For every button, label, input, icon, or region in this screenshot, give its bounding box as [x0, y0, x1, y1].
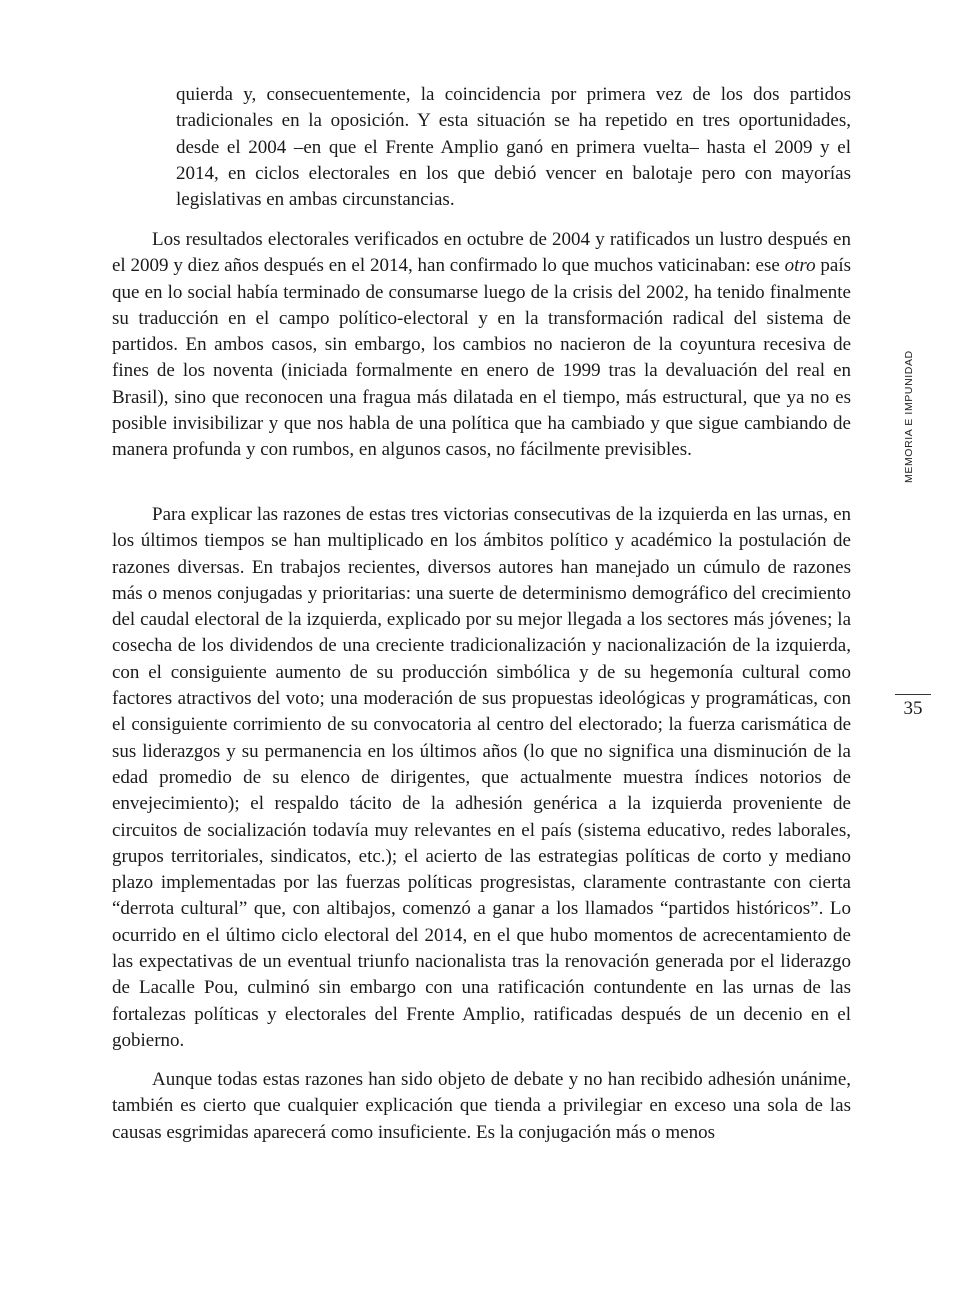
paragraph-1-text-start: Los resultados electorales verificados en octubre de 2004 y ratificados un lustro después en el 2009 y diez años después en el 2014, han confirmado lo que muchos vaticinaban: ese	[112, 229, 851, 277]
paragraph-3: Aunque todas estas razones han sido objeto de debate y no han recibido adhesión unánime, también es cierto que cualquier explicación que tienda a privilegiar en exceso una sola de las causas esgrimidas aparecerá como insuficiente. Es la conjugación más o menos	[112, 1069, 851, 1143]
paragraph-2: Para explicar las razones de estas tres victorias consecutivas de la izquierda en las urnas, en los últimos tiempos se han multiplicado en los ámbitos político y académico la postulación de razones diversas. En trabajos recientes, diversos autores han manejado un cúmulo de razones más o menos conjugadas y prioritarias: una suerte de determinismo demográfico del crecimiento del caudal electoral de la izquierda, explicado por su mejor llegada a los sectores más jóvenes; la cosecha de los dividendos de una creciente tradicionalización y nacionalización de la izquierda, con el consiguiente aumento de su producción simbólica y de su hegemonía cultural como factores atractivos del voto; una moderación de sus propuestas ideológicas y programáticas, con el consiguiente corrimiento de su convocatoria al centro del electorado; la fuerza carismática de sus liderazgos y su permanencia en los últimos años (lo que no significa una disminución de la edad promedio de su elenco de dirigentes, que actualmente muestra índices notorios de envejecimiento); el respaldo tácito de la adhesión genérica a la izquierda proveniente de circuitos de socialización todavía muy relevantes en el país (sistema educativo, redes laborales, grupos territoriales, sindicatos, etc.); el acierto de las estrategias políticas de corto y mediano plazo implementadas por las fuerzas políticas progresistas, claramente contrastante con cierta “derrota cultural” que, con altibajos, comenzó a ganar a los llamados “partidos históricos”. Lo ocurrido en el último ciclo electoral del 2014, en el que hubo momentos de acrecentamiento de las expectativas de un eventual triunfo nacionalista tras la renovación generada por el liderazgo de Lacalle Pou, culminó sin embargo con una ratificación contundente en las urnas de las fortalezas políticas y electorales del Frente Amplio, ratificadas después de un decenio en el gobierno.	[112, 504, 851, 1051]
paragraph-1-text-end: país que en lo social había terminado de consumarse luego de la crisis del 2002, ha tenido finalmente su traducción en el campo político-electoral y en la transformación radical del sistema de partidos. En ambos casos, sin embargo, los cambios no nacieron de la coyuntura recesiva de fines de los noventa (iniciada formalmente en enero de 1999 tras la devaluación del real en Brasil), sino que reconocen una fragua más dilatada en el tiempo, más estructural, que ya no es posible invisibilizar y que nos habla de una política que ha cambiado y que sigue cambiando de manera profunda y con rumbos, en algunos casos, no fácilmente previsibles.	[112, 255, 852, 461]
paragraph-1-italic-word: otro	[784, 255, 816, 277]
page-number-rule	[895, 694, 931, 695]
running-head: MEMORIA E IMPUNIDAD	[903, 350, 915, 483]
paragraph-1	[112, 227, 851, 464]
page-number: 35	[903, 698, 923, 719]
block-quote: quierda y, consecuentemente, la coincidencia por primera vez de los dos partidos tradicionales en la oposición. Y esta situación se ha repetido en tres oportunidades, desde el 2004 –en que el Frente Amplio ganó en primera vuelta– hasta el 2009 y el 2014, en ciclos electorales en los que debió vencer en balotaje pero con mayorías legislativas en ambas circunstancias.	[176, 84, 851, 211]
